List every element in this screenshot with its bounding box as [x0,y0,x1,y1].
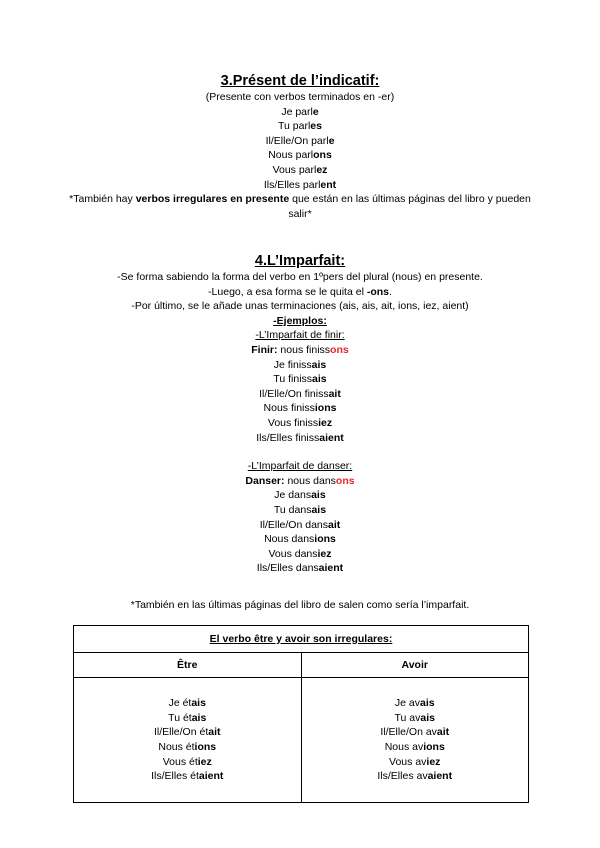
conjugation-line: Il/Elle/On dansait [259,518,341,531]
rule-line: -Luego, a esa forma se le quita el -ons. [208,285,392,298]
conjugation-line: Tu dansais [273,503,327,516]
conjugation-line: Il/Elle/On était [153,726,221,739]
table-cell-etre [74,678,302,803]
conjugation-line: Vous finissiez [267,416,333,429]
section-present-title: 3.Présent de l’indicatif: [220,73,380,89]
conjugation-line: Tu avais [394,711,435,724]
table-header-avoir: Avoir [301,653,529,678]
conjugation-line: Il/Elle/On parle [265,134,335,147]
conjugation-line: Vous dansiez [268,547,332,560]
conjugation-line: Nous étions [158,741,217,753]
irregular-note: *También hay verbos irregulares en presente que están en las últimas páginas del libro y pueden salir* [69,193,531,220]
conjugation-line: Je étais [168,697,206,710]
conjugation-line: Tu parles [278,120,322,133]
conjugation-line: Je parle [281,105,319,118]
conjugation-line: Vous aviez [389,755,441,768]
example-finir-title: -L’Imparfait de finir: [255,329,345,342]
table-cell-avoir [301,678,529,803]
conjugation-line: Nous avions [384,741,445,753]
conjugation-line: Je avais [394,697,435,710]
section-present [60,72,540,221]
conjugation-line: Vous étiez [162,755,212,768]
conjugation-line: Vous parlez [272,163,328,176]
section-imparfait [60,252,540,576]
imparfait-note: *También en las últimas páginas del libro de salen como sería l’imparfait. [130,599,470,611]
conjugation-line: Ils/Elles parlent [263,178,337,191]
conjugation-line: Il/Elle/On avait [380,726,450,739]
table-header-etre: Être [74,653,302,678]
section-imparfait-title: 4.L’Imparfait: [254,253,346,269]
spacer [60,445,540,459]
conjugation-line: Ils/Elles avaient [377,770,453,783]
conjugation-line: Il/Elle/On finissait [259,387,341,400]
table-title: El verbo être y avoir son irregulares: [74,626,529,653]
conjugation-line: Ils/Elles étaient [151,770,224,783]
rule-line: -Se forma sabiendo la forma del verbo en 1ºpers del plural (nous) en presente. [117,271,483,283]
rule-line: -Por último, se le añade unas terminaciones (ais, ais, ait, ions, iez, aient) [131,300,469,313]
conjugation-line: Ils/Elles dansaient [256,562,344,575]
irregular-verbs-table [73,625,529,803]
section-present-subtitle: (Presente con verbos terminados en -er) [205,91,395,103]
conjugation-line: Je dansais [274,489,326,502]
conjugation-line: Tu finissais [273,373,327,386]
conjugation-line: Tu étais [168,711,207,724]
example-danser-title: -L’Imparfait de danser: [247,460,353,473]
conjugation-line: Ils/Elles finissaient [256,431,344,444]
examples-title: -Ejemplos: [273,314,327,327]
conjugation-line: Nous dansions [264,533,336,546]
example-danser-nous: Danser: nous dansons [245,474,355,487]
conjugation-line: Je finissais [273,358,327,371]
conjugation-line: Nous parlons [268,149,332,162]
example-finir-nous: Finir: nous finissons [251,343,349,356]
conjugation-line: Nous finissions [263,402,337,415]
